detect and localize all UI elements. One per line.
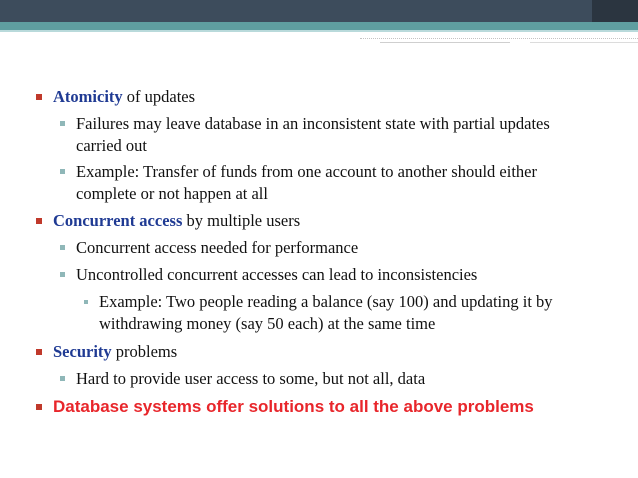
square-bullet-icon xyxy=(60,121,65,126)
bullet-text: Uncontrolled concurrent accesses can lead to inconsistencies xyxy=(76,265,478,284)
square-bullet-icon xyxy=(60,376,65,381)
bullet-conclusion xyxy=(36,396,534,418)
sub-bullet-user-access xyxy=(60,368,425,390)
square-bullet-icon xyxy=(84,300,88,304)
sub-bullet-uncontrolled xyxy=(60,264,477,286)
conclusion-text: Database systems offer solutions to all the above problems xyxy=(53,397,534,416)
header-bar-corner xyxy=(592,0,638,22)
square-bullet-icon xyxy=(60,169,65,174)
bullet-text: Concurrent access needed for performance xyxy=(76,238,359,257)
bullet-text xyxy=(53,86,195,108)
keyword: Concurrent access xyxy=(53,211,183,230)
square-bullet-icon xyxy=(36,218,42,224)
sub-bullet-transfer-example xyxy=(60,161,620,205)
line-1: Example: Two people reading a balance (say 100) and updating it by xyxy=(99,292,553,311)
sub-sub-bullet-balance-example xyxy=(84,291,624,335)
sub-bullet-performance xyxy=(60,237,358,259)
decorative-rule xyxy=(380,42,510,44)
keyword: Atomicity xyxy=(53,87,123,106)
bullet-rest: of updates xyxy=(122,87,196,106)
line-2: carried out xyxy=(76,136,148,155)
accent-bar xyxy=(0,22,638,30)
bullet-security xyxy=(36,341,177,363)
line-2: complete or not happen at all xyxy=(76,184,268,203)
bullet-atomicity xyxy=(36,86,195,108)
bullet-text: Hard to provide user access to some, but not all, data xyxy=(76,369,426,388)
bullet-text xyxy=(99,291,553,335)
square-bullet-icon xyxy=(36,94,42,100)
line-1: Failures may leave database in an inconsistent state with partial updates xyxy=(76,114,550,133)
line-1: Example: Transfer of funds from one account to another should either xyxy=(76,162,537,181)
square-bullet-icon xyxy=(36,404,42,410)
header-bar xyxy=(0,0,638,22)
accent-line xyxy=(0,30,638,32)
bullet-text xyxy=(76,161,537,205)
square-bullet-icon xyxy=(60,272,65,277)
decorative-rule xyxy=(360,38,638,40)
bullet-text xyxy=(76,113,550,157)
square-bullet-icon xyxy=(36,349,42,355)
sub-bullet-failures xyxy=(60,113,620,157)
line-2: withdrawing money (say 50 each) at the same time xyxy=(99,314,436,333)
square-bullet-icon xyxy=(60,245,65,250)
bullet-rest: by multiple users xyxy=(182,211,301,230)
bullet-text xyxy=(53,210,300,232)
bullet-concurrent-access xyxy=(36,210,300,232)
bullet-text xyxy=(53,341,177,363)
bullet-rest: problems xyxy=(111,342,178,361)
keyword: Security xyxy=(53,342,112,361)
decorative-rule xyxy=(530,42,638,44)
